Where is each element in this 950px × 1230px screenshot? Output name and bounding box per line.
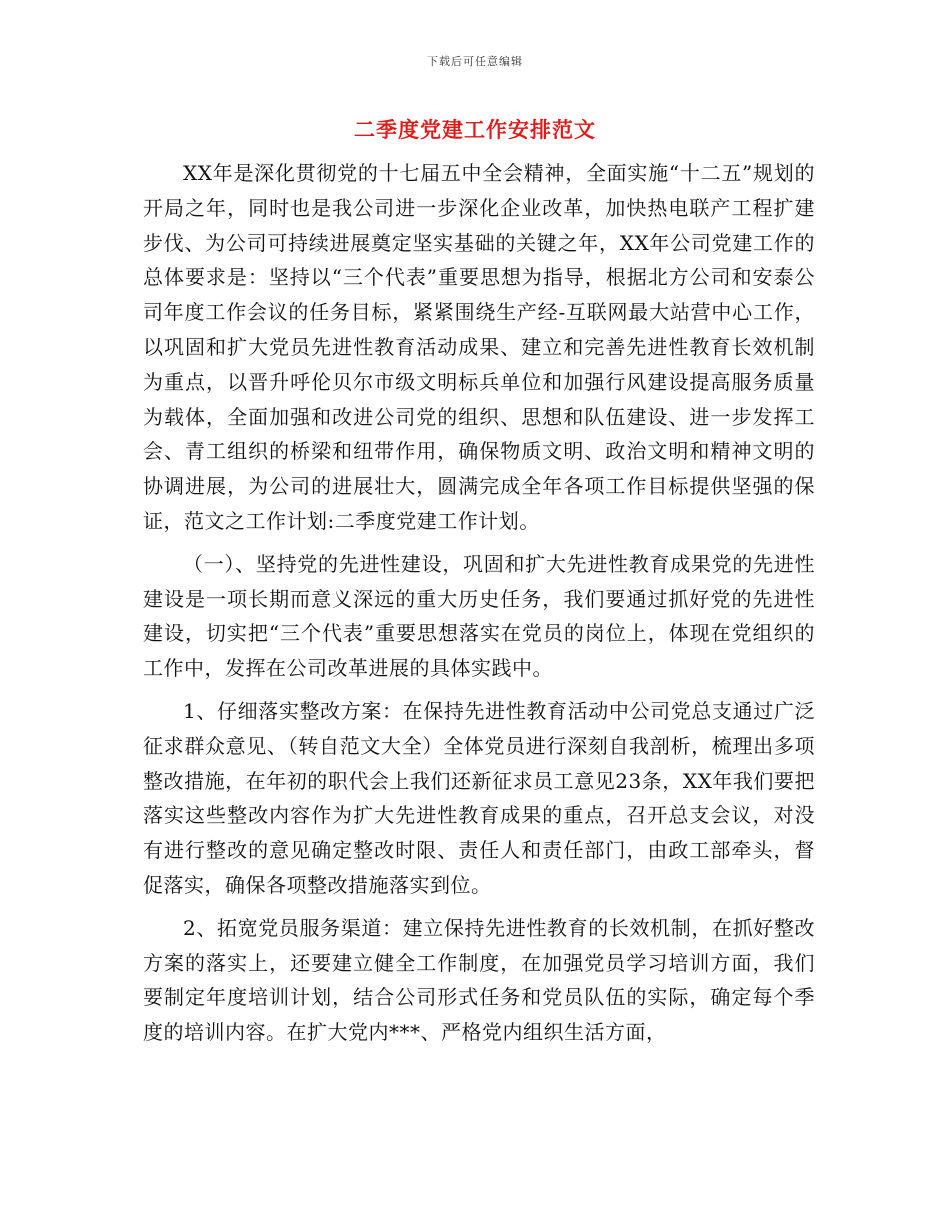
document-title: 二季度党建工作安排范文 (354, 117, 596, 142)
document-body (143, 156, 815, 1050)
paragraph-intro: XX年是深化贯彻党的十七届五中全会精神，全面实施“十二五”规划的开局之年，同时也是我公司进一步深化企业改革，加快热电联产工程扩建步伐、为公司可持续进展奠定坚实基础的关键之年，XX年公司党建工作的总体要求是：坚持以“三个代表”重要思想为指导，根据北方公司和安泰公司年度工作会议的任务目标，紧紧围绕生产经-互联网最大站营中心工作，以巩固和扩大党员先进性教育活动成果、建立和完善先进性教育长效机制为重点，以晋升呼伦贝尔市级文明标兵单位和加强行风建设提高服务质量为载体，全面加强和改进公司党的组织、思想和队伍建设、进一步发挥工会、青工组织的桥梁和纽带作用，确保物质文明、政治文明和精神文明的协调进展，为公司的进展壮大，圆满完成全年各项工作目标提供坚强的保证，范文之工作计划:二季度党建工作计划。 (143, 161, 815, 533)
page-header-note: 下载后可任意编辑 (427, 55, 523, 68)
paragraph-item-2: 2、拓宽党员服务渠道：建立保持先进性教育的长效机制，在抓好整改方案的落实上，还要建立健全工作制度，在加强党员学习培训方面，我们要制定年度培训计划，结合公司形式任务和党员队伍的实际，确定每个季度的培训内容。在扩大党内***、严格党内组织生活方面， (143, 915, 815, 1045)
paragraph-section-1: （一）、坚持党的先进性建设，巩固和扩大先进性教育成果党的先进性建设是一项长期而意义深远的重大历史任务，我们要通过抓好党的先进性建设，切实把“三个代表”重要思想落实在党员的岗位上，体现在党组织的工作中，发挥在公司改革进展的具体实践中。 (143, 551, 815, 681)
paragraph-item-1: 1、仔细落实整改方案：在保持先进性教育活动中公司党总支通过广泛征求群众意见、（转自范文大全）全体党员进行深刻自我剖析，梳理出多项整改措施，在年初的职代会上我们还新征求员工意见23条，XX年我们要把落实这些整改内容作为扩大先进性教育成果的重点，召开总支会议，对没有进行整改的意见确定整改时限、责任人和责任部门，由政工部牵头，督促落实，确保各项整改措施落实到位。 (143, 698, 815, 897)
